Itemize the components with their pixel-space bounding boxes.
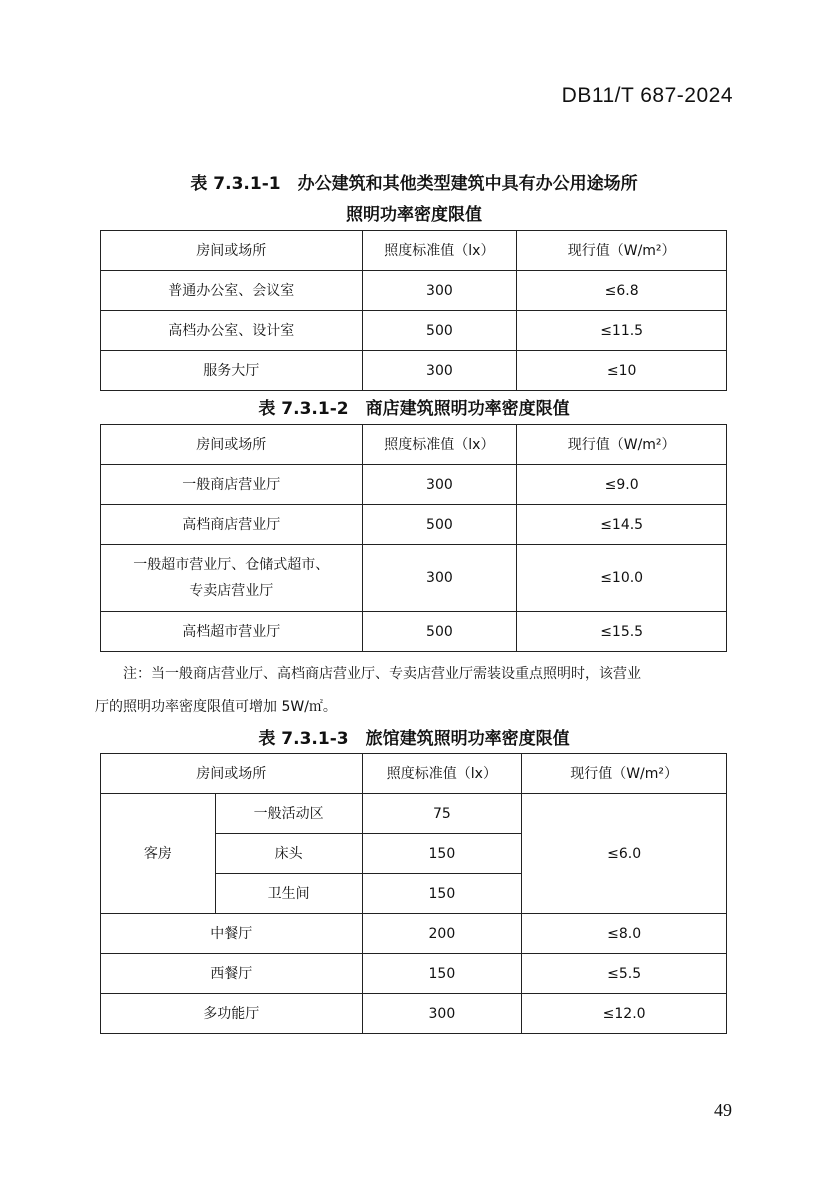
table3 xyxy=(100,753,727,1034)
table-cell: 高档商店营业厅 xyxy=(101,505,363,545)
table-cell: ≤11.5 xyxy=(517,311,727,351)
cell-line: 一般超市营业厅、仓储式超市、 xyxy=(133,557,330,573)
document-code: DB11/T 687-2024 xyxy=(561,84,733,107)
table-cell: 200 xyxy=(362,914,522,954)
header-cell: 房间或场所 xyxy=(101,754,363,794)
table-header-row xyxy=(101,425,727,465)
table3-caption: 表 7.3.1-3 旅馆建筑照明功率密度限值 xyxy=(258,729,570,749)
header-cell: 照度标准值（lx） xyxy=(362,425,517,465)
table-cell: 150 xyxy=(362,834,522,874)
table-cell: 一般活动区 xyxy=(215,794,362,834)
table-row xyxy=(101,505,727,545)
table-row xyxy=(101,545,727,612)
cell-line: 专卖店营业厅 xyxy=(189,583,274,599)
table2-caption: 表 7.3.1-2 商店建筑照明功率密度限值 xyxy=(258,399,570,419)
table-cell: 普通办公室、会议室 xyxy=(101,271,363,311)
table-row xyxy=(101,954,727,994)
table-row xyxy=(101,994,727,1034)
guest-room-value: ≤6.0 xyxy=(522,794,727,914)
table-cell: 多功能厅 xyxy=(101,994,363,1034)
table-row xyxy=(101,914,727,954)
table-header-row xyxy=(101,754,727,794)
table-cell: 500 xyxy=(362,612,517,652)
table-cell: 300 xyxy=(362,351,517,391)
table-row xyxy=(101,465,727,505)
page-number: 49 xyxy=(714,1100,732,1120)
table-cell: ≤6.8 xyxy=(517,271,727,311)
header-cell: 照度标准值（lx） xyxy=(362,754,522,794)
table1 xyxy=(100,230,727,391)
header-cell: 房间或场所 xyxy=(101,425,363,465)
header-cell: 照度标准值（lx） xyxy=(362,231,517,271)
header-cell: 现行值（W/m²） xyxy=(522,754,727,794)
table-cell: 床头 xyxy=(215,834,362,874)
table-cell: 服务大厅 xyxy=(101,351,363,391)
table-cell: ≤10 xyxy=(517,351,727,391)
table-cell: ≤12.0 xyxy=(522,994,727,1034)
table1-caption-line2: 照明功率密度限值 xyxy=(346,205,482,225)
guest-room-label: 客房 xyxy=(101,794,216,914)
table-cell: ≤9.0 xyxy=(517,465,727,505)
table-cell: 150 xyxy=(362,874,522,914)
table-cell: 高档超市营业厅 xyxy=(101,612,363,652)
table-cell: 150 xyxy=(362,954,522,994)
table-header-row xyxy=(101,231,727,271)
table-row xyxy=(101,271,727,311)
table1-caption-line1: 表 7.3.1-1 办公建筑和其他类型建筑中具有办公用途场所 xyxy=(190,174,638,194)
header-cell: 现行值（W/m²） xyxy=(517,425,727,465)
table-cell: 卫生间 xyxy=(215,874,362,914)
table-row xyxy=(101,794,727,834)
table-cell: ≤14.5 xyxy=(517,505,727,545)
header-cell: 现行值（W/m²） xyxy=(517,231,727,271)
table-cell: ≤5.5 xyxy=(522,954,727,994)
table-cell: 300 xyxy=(362,465,517,505)
table-cell: 中餐厅 xyxy=(101,914,363,954)
table-cell: ≤15.5 xyxy=(517,612,727,652)
table-cell: 高档办公室、设计室 xyxy=(101,311,363,351)
table-cell: 75 xyxy=(362,794,522,834)
table-cell: ≤8.0 xyxy=(522,914,727,954)
table-cell: 500 xyxy=(362,311,517,351)
note-line1: 注：当一般商店营业厅、高档商店营业厅、专卖店营业厅需装设重点照明时，该营业 xyxy=(123,666,641,682)
table-cell xyxy=(101,545,363,612)
header-cell: 房间或场所 xyxy=(101,231,363,271)
table-cell: 300 xyxy=(362,545,517,612)
table-cell: 500 xyxy=(362,505,517,545)
table-cell: ≤10.0 xyxy=(517,545,727,612)
table2 xyxy=(100,424,727,652)
note-line2: 厅的照明功率密度限值可增加 5W/㎡。 xyxy=(95,699,337,715)
table-row xyxy=(101,311,727,351)
table-row xyxy=(101,612,727,652)
table-cell: 300 xyxy=(362,994,522,1034)
table-row xyxy=(101,351,727,391)
table-cell: 一般商店营业厅 xyxy=(101,465,363,505)
table-cell: 300 xyxy=(362,271,517,311)
table-cell: 西餐厅 xyxy=(101,954,363,994)
